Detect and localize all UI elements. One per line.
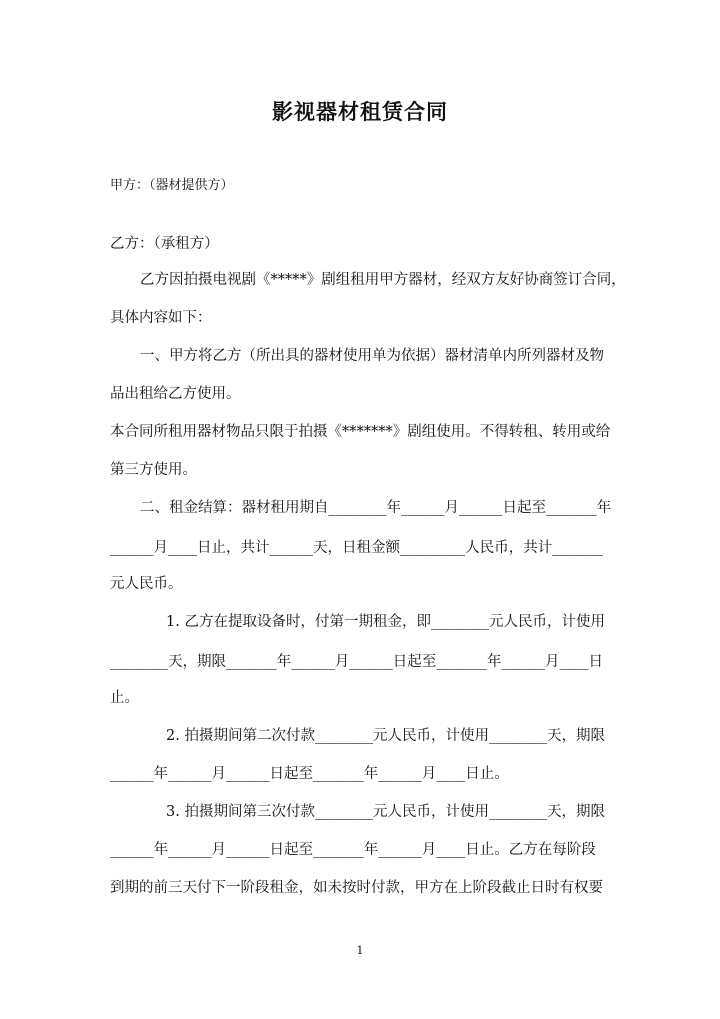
party-b-line: 乙方：（承租方） [110,236,219,252]
clause-two-line: 元人民币。 [110,576,183,592]
clause-one-line: 品出租给乙方使用。 [110,386,241,402]
party-a-line: 甲方：（器材提供方） [110,178,234,193]
clause-one-line: 一、甲方将乙方（所出具的器材使用单为依据）器材清单内所列器材及物 [140,348,604,364]
payment-two-line: 2. 拍摄期间第二次付款________元人民币，计使用________天，期限 [166,728,605,744]
page-number: 1 [356,944,364,957]
payment-one-line: ________天，期限_______年______月______日起至_______年______月____日 [110,654,603,670]
clause-two-line: ______月____日止，共计______天，日租金额_________人民币，共计_______ [110,540,603,556]
payment-three-line: 到期的前三天付下一阶段租金，如未按时付款，甲方在上阶段截止日时有权要 [110,880,603,896]
payment-three-line: 3. 拍摄期间第三次付款________元人民币，计使用________天，期限 [166,804,605,820]
paragraph-line: 具体内容如下： [110,310,212,326]
payment-one-line: 止。 [110,690,139,706]
restriction-line: 本合同所租用器材物品只限于拍摄《*******》剧组使用。不得转租、转用或给 [110,424,611,440]
payment-two-line: ______年______月______日起至_______年______月____日止。 [110,766,509,782]
document-title: 影视器材租赁合同 [272,100,448,124]
clause-two-line: 二、租金结算：器材租用期自________年______月______日起至_______年 [140,500,612,516]
payment-three-line: ______年______月______日起至_______年______月____日止。乙方在每阶段 [110,842,596,858]
restriction-line: 第三方使用。 [110,462,197,478]
payment-one-line: 1. 乙方在提取设备时，付第一期租金，即________元人民币，计使用 [166,614,605,630]
paragraph-line: 乙方因拍摄电视剧《*****》剧组租用甲方器材，经双方友好协商签订合同， [140,272,626,288]
